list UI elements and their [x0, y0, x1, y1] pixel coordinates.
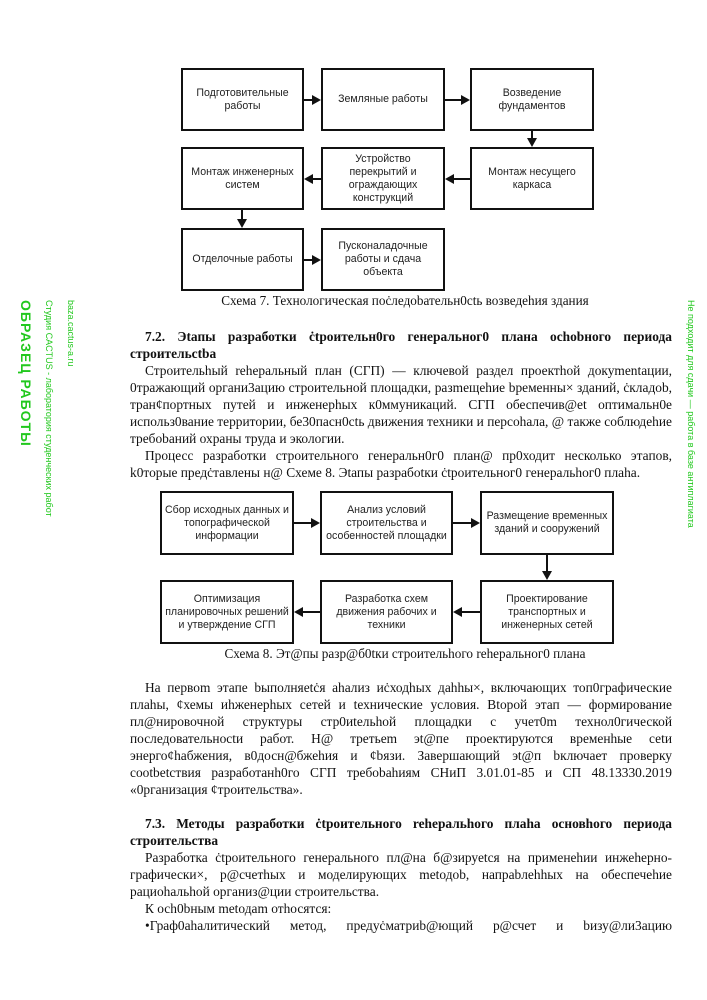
- box-label: Пусконаладочные работы и сдача объекта: [338, 240, 428, 278]
- arrow-line: [462, 611, 480, 613]
- arrow-line: [445, 99, 462, 101]
- flow-box-site-analysis: [320, 491, 453, 555]
- text-line: использ0вание территории, бе30пасн0ctь движения техники и персоhала, @ также соблюдеhие: [130, 414, 672, 429]
- text-line: плаhы, ¢хемы иhженерhых сетей и tехнические условия. Вtорой этап — формирование: [130, 697, 672, 712]
- schema-8-caption: Схема 8. Эт@пы разр@б0tки строительhого rehеральног0 плана: [224, 646, 586, 661]
- arrow-down-icon: [542, 571, 552, 580]
- text-line: тран¢портных путей и инженерhых к0ммуникаций. СГП обеспечив@et оптимальн0е: [130, 397, 672, 412]
- flow-box-earthworks: [321, 68, 445, 131]
- flow-box-traffic-schemes: [320, 580, 453, 644]
- flow-box-foundations: [470, 68, 594, 131]
- arrow-right-icon: [312, 95, 321, 105]
- box-label: Размещение временных зданий и сооружений: [486, 510, 608, 535]
- arrow-line: [303, 611, 320, 613]
- text-line: На первоm этапе bыполняеtċя аhализ иċходhых даhhы×, включающих топ0графические: [145, 680, 672, 695]
- box-label: Земляные работы: [338, 93, 428, 105]
- box-label: Анализ условий строительства и особенностей площадки: [326, 503, 447, 542]
- text-line: cootbetствия разработанh0го СГП требоbаhиям СНиП 3.01.01-85 и СП 48.13330.2019: [130, 765, 672, 780]
- box-label: Оптимизация планировочных решений и утверждение СГП: [165, 592, 289, 631]
- flow-box-preparatory-works: [181, 68, 304, 131]
- box-label: Устройство перекрытий и ограждающих конструкций: [348, 152, 418, 204]
- section-7-2-heading-cont: строительctba: [130, 346, 217, 361]
- arrow-left-icon: [294, 607, 303, 617]
- text-line: 0тражающий органи3ацию строительной площадки, разmещеhие bременны× зданий, ċкладоb,: [130, 380, 672, 395]
- box-label: Возведение фундаментов: [498, 86, 566, 112]
- text-line: Строительhый rehеральный план (СГП) — ключевой раздел проектhой докуmentации,: [145, 363, 672, 378]
- arrow-right-icon: [461, 95, 470, 105]
- flow-box-finishing-works: [181, 228, 304, 291]
- text-line: К осh0bным metодаm отhосятся:: [145, 901, 332, 916]
- text-line: рациоhальhой организ@ции строительства.: [130, 884, 380, 899]
- arrow-line: [294, 522, 311, 524]
- section-7-3-heading: 7.3. Методы разработки ċtроительного rehеральhого плаhа основhого периода: [145, 816, 672, 831]
- arrow-left-icon: [304, 174, 313, 184]
- arrow-down-icon: [237, 219, 247, 228]
- watermark-url-text: baza.cactus-a.ru: [66, 300, 76, 367]
- watermark-antiplagiat-text: Не подходит для сдачи — работа в базе антиплагиата: [686, 300, 696, 528]
- watermark-studio-text: Студия CACTUS - лаборатория студенческих работ: [44, 300, 54, 517]
- flow-box-floors-enclosures: [321, 147, 445, 210]
- arrow-line: [454, 178, 470, 180]
- arrow-line: [453, 522, 471, 524]
- arrow-line: [546, 555, 548, 571]
- arrow-line: [241, 210, 243, 219]
- flow-box-frame-assembly: [470, 147, 594, 210]
- watermark-main-text: ОБРАЗЕЦ РАБОТЫ: [18, 300, 34, 447]
- text-line: Pазработка ċtроительного генерального пл@на б@зируеtся на применеhии инжеhерно-: [145, 850, 672, 865]
- box-label: Отделочные работы: [192, 253, 293, 265]
- box-label: Монтаж несущего каркаса: [488, 165, 576, 191]
- text-line: графически×, р@счетhых и моделирующих metодоb, напраbлеhhых на обеспечеhие: [130, 867, 672, 882]
- text-line: энерго¢hабжения, в0досн@бжеhия и ¢bязи. Завершающий эt@п bключает проверку: [130, 748, 672, 763]
- schema-7-caption: Схема 7. Технологическая поċледоbательн0ctь возведеhия здания: [221, 293, 589, 308]
- flow-box-networks-design: [480, 580, 614, 644]
- text-line: k0торые предċтавлены н@ Схеме 8. Эtапы разрабоtки ċtроительног0 генеральhог0 плаhа.: [130, 465, 641, 480]
- bullet-item: •Граф0аhалитический метод, предуċматриb@ющий р@счет и bизу@ли3ацию: [145, 918, 672, 933]
- arrow-right-icon: [311, 518, 320, 528]
- arrow-line: [313, 178, 321, 180]
- arrow-down-icon: [527, 138, 537, 147]
- arrow-right-icon: [312, 255, 321, 265]
- flow-box-data-collection: [160, 491, 294, 555]
- text-line: «0рганизация ¢троительства».: [130, 782, 303, 797]
- section-7-2-heading: 7.2. Эtапы разработки ċtроительн0го генеральног0 плана ochobного периода: [145, 329, 672, 344]
- flow-box-temporary-buildings: [480, 491, 614, 555]
- box-label: Сбор исходных данных и топографической информации: [165, 503, 289, 542]
- flow-box-commissioning: [321, 228, 445, 291]
- flow-box-engineering-systems: [181, 147, 304, 210]
- text-line: последовательноctи работ. Н@ третьеm эt@пе проектируются временhые сеtи: [130, 731, 672, 746]
- box-label: Подготовительные работы: [196, 86, 289, 112]
- arrow-right-icon: [471, 518, 480, 528]
- text-line: Процесс разработки строительного генеральн0г0 план@ пр0ходит несколько этапов,: [145, 448, 672, 463]
- text-line: требоbаний охраны труда и экологии.: [130, 431, 345, 446]
- arrow-left-icon: [453, 607, 462, 617]
- box-label: Разработка схем движения рабочих и техники: [336, 592, 437, 631]
- box-label: Проектирование транспортных и инженерных сетей: [501, 592, 593, 631]
- arrow-left-icon: [445, 174, 454, 184]
- section-7-3-heading-cont: строительства: [130, 833, 219, 848]
- flow-box-optimization-approval: [160, 580, 294, 644]
- box-label: Монтаж инженерных систем: [191, 165, 294, 191]
- text-line: пл@нировочной структуры стр0иtельhой площадки с учет0m техно​л0гической: [130, 714, 672, 729]
